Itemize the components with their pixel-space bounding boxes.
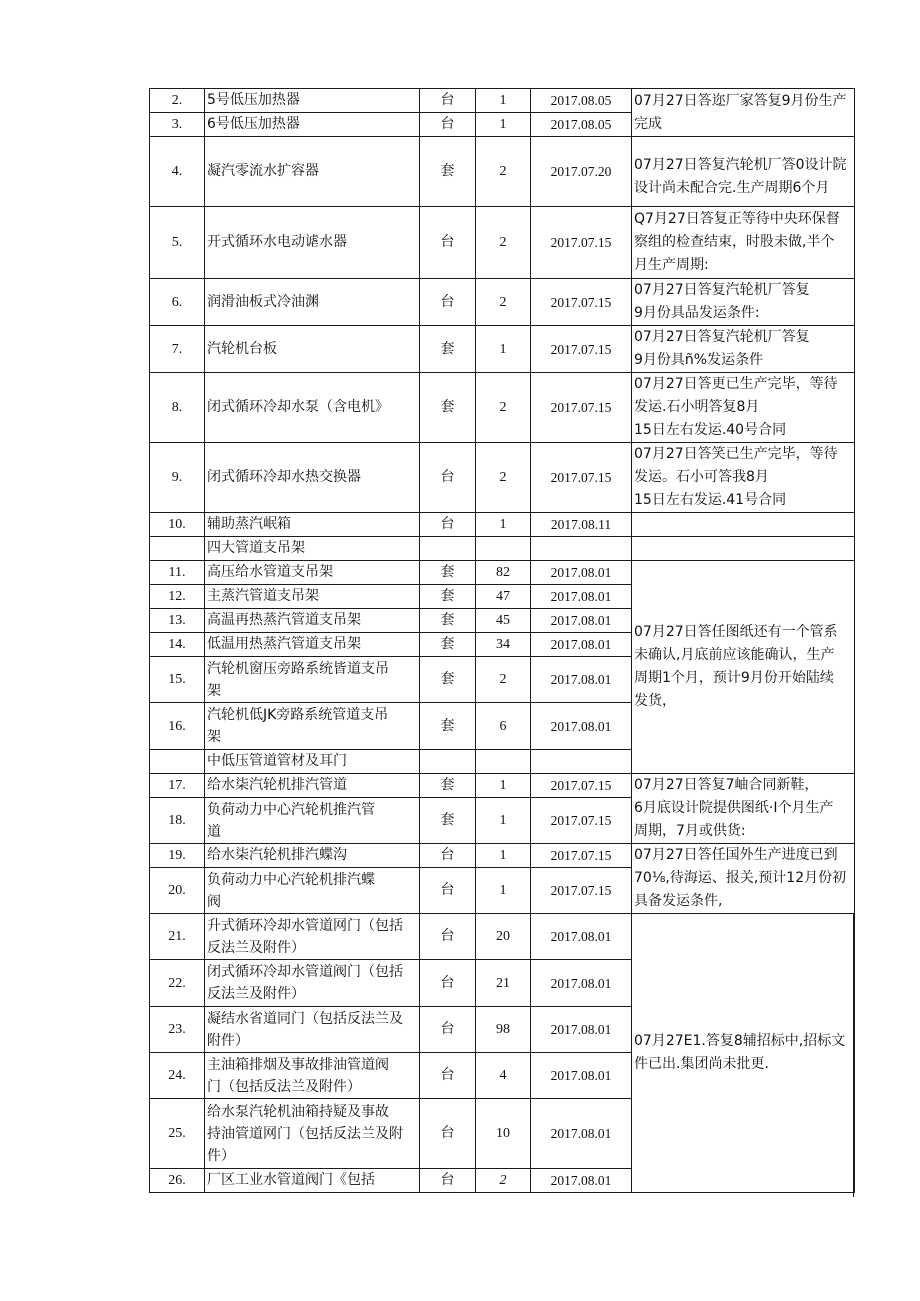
item-date: 2017.08.01 <box>531 633 632 657</box>
item-quantity: 1 <box>476 89 531 113</box>
item-name: 负荷动力中心汽轮机排汽蝶 阀 <box>207 871 375 910</box>
item-unit: 套 <box>420 561 476 585</box>
item-name: 5号低压加热器 <box>205 89 420 113</box>
remark-cell: Q7月27日答复正等待中央环保督 察组的检查结束，时股未做,半个 月生产周期: <box>632 207 855 279</box>
item-quantity: 1 <box>476 844 531 868</box>
item-unit: 台 <box>420 960 476 1007</box>
row-number <box>150 750 205 774</box>
item-unit: 套 <box>420 703 476 750</box>
remark-cell: 07月27E1.答复8辅招标中,招标文 件已出.集团尚未批更. <box>632 914 855 1193</box>
item-name: 汽轮机窗压旁路系统皆道支吊 架 <box>207 660 389 699</box>
row-number: 16. <box>150 703 205 750</box>
item-unit: 台 <box>420 443 476 513</box>
equipment-schedule-table <box>149 88 855 1193</box>
row-number: 14. <box>150 633 205 657</box>
item-unit: 套 <box>420 585 476 609</box>
item-quantity: 82 <box>476 561 531 585</box>
item-date: 2017.07.15 <box>531 279 632 326</box>
item-date: 2017.08.11 <box>531 513 632 537</box>
item-unit: 套 <box>420 609 476 633</box>
item-unit: 台 <box>420 513 476 537</box>
row-number: 18. <box>150 798 205 844</box>
item-name: 闭式循环冷却水管道阀门（包括 反法兰及附件） <box>207 964 403 1002</box>
section-title: 四大管道支吊架 <box>205 537 420 561</box>
row-number: 26. <box>150 1169 205 1193</box>
item-quantity: 2 <box>476 1169 531 1193</box>
item-date <box>531 537 632 561</box>
remark-cell <box>632 513 855 537</box>
item-date: 2017.08.01 <box>531 914 632 960</box>
item-name: 凝汽零流水扩容器 <box>205 137 420 207</box>
item-date: 2017.08.01 <box>531 1099 632 1169</box>
item-unit: 台 <box>420 868 476 914</box>
item-quantity <box>476 750 531 774</box>
table-row <box>150 207 855 279</box>
item-quantity: 1 <box>476 513 531 537</box>
remark-cell: 07月27日答任图纸还有一个管系 未确认,月底前应该能确认，生产 周期1个月，预计9月份开始陆续 发货， <box>632 561 855 774</box>
item-date: 2017.07.15 <box>531 443 632 513</box>
remark-cell: 07月27日答复汽轮机厂答0设计院 设计尚未配合完.生产周期6个月 <box>632 137 855 207</box>
item-unit: 台 <box>420 113 476 137</box>
row-number: 12. <box>150 585 205 609</box>
row-number: 19. <box>150 844 205 868</box>
item-quantity: 2 <box>476 373 531 443</box>
item-date: 2017.08.01 <box>531 1053 632 1099</box>
item-quantity: 45 <box>476 609 531 633</box>
section-header-row <box>150 537 855 561</box>
table-row <box>150 279 855 326</box>
row-number: 17. <box>150 774 205 798</box>
row-number: 8. <box>150 373 205 443</box>
section-title: 中低压管道管材及耳门 <box>205 750 420 774</box>
row-number: 4. <box>150 137 205 207</box>
item-name: 闭式循环冷却水热交换器 <box>205 443 420 513</box>
table-row <box>150 89 855 113</box>
item-quantity: 6 <box>476 703 531 750</box>
item-date: 2017.08.01 <box>531 609 632 633</box>
item-unit: 台 <box>420 914 476 960</box>
item-unit: 套 <box>420 326 476 373</box>
item-quantity: 21 <box>476 960 531 1007</box>
item-date: 2017.08.01 <box>531 585 632 609</box>
table-row <box>150 137 855 207</box>
item-date: 2017.08.01 <box>531 960 632 1007</box>
remark-cell <box>632 537 855 561</box>
table-row <box>150 513 855 537</box>
item-name: 高压给水管道支吊架 <box>205 561 420 585</box>
item-quantity: 2 <box>476 207 531 279</box>
item-quantity: 1 <box>476 113 531 137</box>
item-unit <box>420 750 476 774</box>
table-row <box>150 774 855 798</box>
item-quantity: 1 <box>476 798 531 844</box>
item-quantity: 2 <box>476 657 531 703</box>
item-name: 辅助蒸汽岷箱 <box>205 513 420 537</box>
item-name: 负荷动力中心汽轮机推汽管 道 <box>207 801 375 840</box>
item-name: 开式循环水电动谑水器 <box>205 207 420 279</box>
row-number: 9. <box>150 443 205 513</box>
item-unit: 台 <box>420 1099 476 1169</box>
item-unit: 台 <box>420 1053 476 1099</box>
item-unit: 套 <box>420 633 476 657</box>
row-number: 2. <box>150 89 205 113</box>
item-date: 2017.08.01 <box>531 561 632 585</box>
row-number: 24. <box>150 1053 205 1099</box>
item-name: 高温再热蒸汽管道支吊架 <box>205 609 420 633</box>
table-row <box>150 561 855 585</box>
item-date: 2017.07.15 <box>531 373 632 443</box>
item-quantity: 34 <box>476 633 531 657</box>
item-unit: 台 <box>420 279 476 326</box>
item-name: 升式循环冷却水管道网门（包括 反法兰及附件） <box>207 917 403 956</box>
item-quantity <box>476 537 531 561</box>
row-number: 7. <box>150 326 205 373</box>
item-unit: 套 <box>420 798 476 844</box>
item-name: 低温用热蒸汽管道支吊架 <box>205 633 420 657</box>
item-quantity: 98 <box>476 1007 531 1053</box>
row-number: 3. <box>150 113 205 137</box>
row-number: 13. <box>150 609 205 633</box>
item-name: 主油箱排烟及事故排油管道阀 门（包括反法兰及附件） <box>207 1056 389 1095</box>
remark-cell: 07月27日答笑已生产完毕，等待 发运。石小可答我8月 15日左右发运.41号合同 <box>632 443 855 513</box>
item-date: 2017.07.20 <box>531 137 632 207</box>
item-quantity: 2 <box>476 279 531 326</box>
table-row <box>150 443 855 513</box>
item-date: 2017.08.01 <box>531 703 632 750</box>
row-number: 20. <box>150 868 205 914</box>
row-number: 5. <box>150 207 205 279</box>
item-unit: 套 <box>420 657 476 703</box>
row-number: 11. <box>150 561 205 585</box>
item-name: 给水泵汽轮机油箱持疑及事故 持油管道网门（包括反法兰及附 件） <box>207 1103 403 1164</box>
item-unit: 台 <box>420 89 476 113</box>
item-unit: 台 <box>420 1007 476 1053</box>
item-date: 2017.08.05 <box>531 113 632 137</box>
item-date: 2017.08.01 <box>531 1007 632 1053</box>
item-date: 2017.07.15 <box>531 844 632 868</box>
table-row <box>150 326 855 373</box>
item-date: 2017.07.15 <box>531 326 632 373</box>
item-name: 汽轮机低JK旁路系统管道支吊 架 <box>207 707 389 745</box>
table-right-edge <box>853 914 854 1197</box>
item-unit: 套 <box>420 373 476 443</box>
row-number: 22. <box>150 960 205 1007</box>
table-row <box>150 914 855 960</box>
item-name: 汽轮机台板 <box>205 326 420 373</box>
row-number: 6. <box>150 279 205 326</box>
remark-cell: 07月27日答迩厂家答复9月份生产 完成 <box>632 89 855 137</box>
item-quantity: 2 <box>476 137 531 207</box>
item-quantity: 1 <box>476 774 531 798</box>
item-quantity: 2 <box>476 443 531 513</box>
item-date: 2017.08.05 <box>531 89 632 113</box>
item-unit <box>420 537 476 561</box>
item-unit: 台 <box>420 207 476 279</box>
item-date <box>531 750 632 774</box>
item-quantity: 10 <box>476 1099 531 1169</box>
row-number <box>150 537 205 561</box>
item-unit: 套 <box>420 774 476 798</box>
item-name: 主蒸汽管道支吊架 <box>205 585 420 609</box>
row-number: 23. <box>150 1007 205 1053</box>
item-name: 厂区工业水管道阀门《包括 <box>205 1169 420 1193</box>
row-number: 10. <box>150 513 205 537</box>
item-quantity: 1 <box>476 326 531 373</box>
row-number: 25. <box>150 1099 205 1169</box>
item-date: 2017.07.15 <box>531 868 632 914</box>
item-date: 2017.08.01 <box>531 657 632 703</box>
item-unit: 台 <box>420 844 476 868</box>
item-name: 给水柒汽轮机排汽管道 <box>205 774 420 798</box>
item-quantity: 47 <box>476 585 531 609</box>
item-name: 凝结水省道同门（包括反法兰及 附件） <box>207 1010 403 1049</box>
table-row <box>150 373 855 443</box>
item-unit: 套 <box>420 137 476 207</box>
remark-cell: 07月27日答复汽轮机厂答复 9月份具品发运条件: <box>632 279 855 326</box>
remark-cell: 07月27日答更已生产完毕，等待 发运.石小明答复8月 15日左右发运.40号合同 <box>632 373 855 443</box>
item-date: 2017.07.15 <box>531 207 632 279</box>
remark-cell: 07月27日答任国外生产进度已到 70⅛,待海运、报关,预计12月份初 具备发运条件, <box>632 844 855 914</box>
table-row <box>150 844 855 868</box>
item-name: 给水柒汽轮机排汽蝶沟 <box>205 844 420 868</box>
row-number: 21. <box>150 914 205 960</box>
item-quantity: 20 <box>476 914 531 960</box>
remark-cell: 07月27日答复汽轮机厂答复 9月份具ñ%发运条件 <box>632 326 855 373</box>
row-number: 15. <box>150 657 205 703</box>
item-name: 6号低压加热器 <box>205 113 420 137</box>
item-name: 润滑油板式冷油渊 <box>205 279 420 326</box>
item-quantity: 1 <box>476 868 531 914</box>
item-quantity: 4 <box>476 1053 531 1099</box>
item-date: 2017.08.01 <box>531 1169 632 1193</box>
item-name: 闭式循环冷却水泵（含电机》 <box>205 373 420 443</box>
item-unit: 台 <box>420 1169 476 1193</box>
remark-cell: 07月27日答复7岫合同新鞋， 6月底设计院提供图纸·I个月生产 周期，7月或供货: <box>632 774 855 844</box>
item-date: 2017.07.15 <box>531 774 632 798</box>
item-date: 2017.07.15 <box>531 798 632 844</box>
